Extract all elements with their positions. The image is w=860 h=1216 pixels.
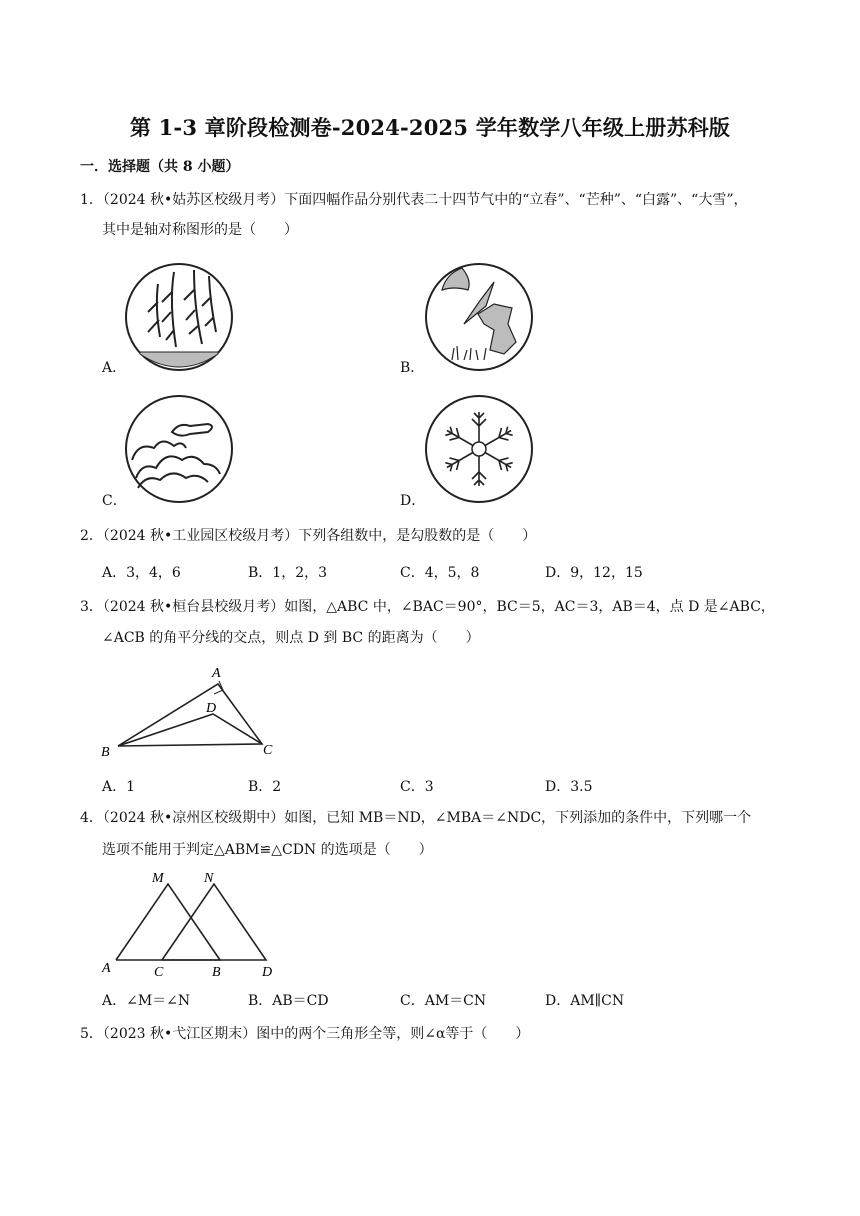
page-title: 第 1-3 章阶段检测卷-2024-2025 学年数学八年级上册苏科版	[129, 115, 731, 140]
q1-option-b-label: B．	[400, 360, 425, 376]
q1-figure-d-snowflake	[424, 394, 534, 504]
q2-option-b: B．1，2，3	[248, 565, 328, 581]
q4-label-m: M	[152, 871, 164, 886]
q4-option-a: A．∠M＝∠N	[102, 993, 191, 1009]
q3-option-c: C．3	[400, 779, 434, 795]
q2-option-a: A．3，4，6	[102, 565, 181, 581]
q4-label-n: N	[204, 871, 214, 886]
q3-label-c: C	[263, 743, 273, 758]
q3-option-d: D．3.5	[545, 779, 593, 795]
question-3-text: 3．（2024 秋•桓台县校级月考）如图，△ABC 中，∠BAC＝90°，BC＝5，AC＝3，AB＝4，点 D 是∠ABC，	[80, 599, 775, 615]
question-4-text: 4．（2024 秋•凉州区校级期中）如图，已知 MB＝ND，∠MBA＝∠NDC，下列添加的条件中，下列哪一个	[80, 810, 752, 826]
q4-option-d: D．AM∥CN	[545, 993, 625, 1009]
q1-figure-c-white-dew	[124, 394, 234, 504]
q1-option-d-label: D．	[400, 493, 426, 509]
q4-label-c: C	[154, 965, 164, 980]
q1-option-c-label: C．	[102, 493, 127, 509]
q4-label-b: B	[212, 965, 221, 980]
q2-option-c: C．4，5，8	[400, 565, 480, 581]
question-3-text-cont: ∠ACB 的角平分线的交点，则点 D 到 BC 的距离为（ ）	[102, 630, 480, 646]
question-4-text-cont: 选项不能用于判定△ABM≌△CDN 的选项是（ ）	[102, 842, 433, 858]
q3-label-b: B	[101, 745, 110, 760]
question-5-text: 5．（2023 秋•弋江区期末）图中的两个三角形全等，则∠α等于（ ）	[80, 1026, 530, 1042]
section-heading: 一．选择题（共 8 小题）	[80, 159, 240, 175]
q1-figure-a-spring	[124, 262, 234, 372]
q4-option-c: C．AM＝CN	[400, 993, 487, 1009]
q3-triangle-figure	[96, 660, 296, 760]
q3-option-b: B．2	[248, 779, 282, 795]
q3-label-d: D	[206, 701, 217, 716]
q2-option-d: D．9，12，15	[545, 565, 643, 581]
q1-figure-b-grain-in-ear	[424, 262, 534, 372]
q4-triangles-figure	[96, 868, 296, 984]
q4-option-b: B．AB＝CD	[248, 993, 329, 1009]
question-2-text: 2．（2024 秋•工业园区校级月考）下列各组数中，是勾股数的是（ ）	[80, 528, 537, 544]
q4-label-d: D	[262, 965, 273, 980]
question-1-text-cont: 其中是轴对称图形的是（ ）	[102, 222, 298, 238]
q1-option-a-label: A．	[102, 360, 127, 376]
q3-option-a: A．1	[102, 779, 136, 795]
q4-label-a: A	[102, 961, 111, 976]
question-1-text: 1．（2024 秋•姑苏区校级月考）下面四幅作品分别代表二十四节气中的“立春”、“芒种”、“白露”、“大雪”，	[80, 192, 748, 208]
q3-label-a: A	[212, 666, 221, 681]
